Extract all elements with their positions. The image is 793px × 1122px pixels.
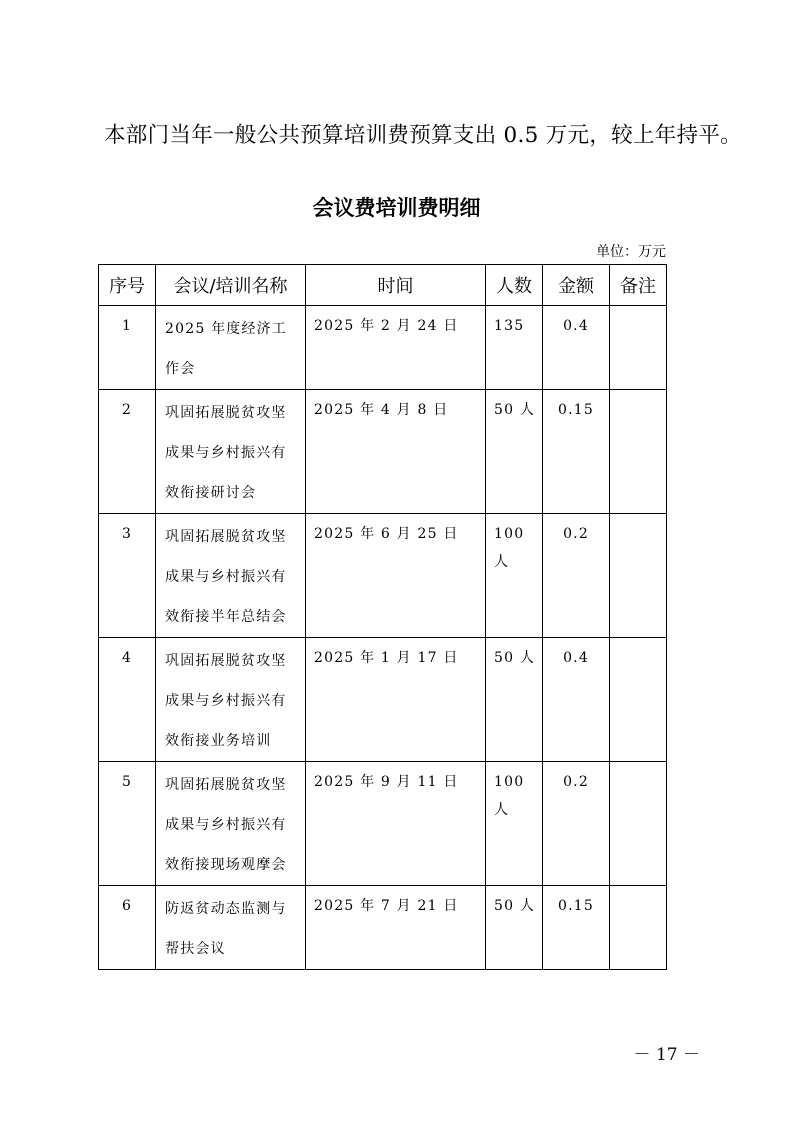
cell-name: 巩固拓展脱贫攻坚成果与乡村振兴有效衔接研讨会 — [156, 390, 306, 514]
cell-name: 巩固拓展脱贫攻坚成果与乡村振兴有效衔接业务培训 — [156, 638, 306, 762]
cell-people: 50 人 — [486, 638, 543, 762]
cell-date: 2025 年 4 月 8 日 — [306, 390, 486, 514]
table-row — [99, 762, 667, 886]
header-amount: 金额 — [543, 265, 610, 306]
cell-name: 2025 年度经济工作会 — [156, 306, 306, 390]
cell-people: 50 人 — [486, 390, 543, 514]
cell-no: 6 — [99, 886, 156, 970]
cell-people: 50 人 — [486, 886, 543, 970]
cell-date: 2025 年 7 月 21 日 — [306, 886, 486, 970]
table-row — [99, 514, 667, 638]
header-no: 序号 — [99, 265, 156, 306]
table-row — [99, 306, 667, 390]
cell-no: 4 — [99, 638, 156, 762]
page-number: － 17 － — [633, 1045, 700, 1065]
cell-amount: 0.15 — [543, 886, 610, 970]
cell-note — [610, 306, 667, 390]
cell-date: 2025 年 2 月 24 日 — [306, 306, 486, 390]
cell-note — [610, 638, 667, 762]
cell-note — [610, 514, 667, 638]
cell-amount: 0.4 — [543, 638, 610, 762]
header-note: 备注 — [610, 265, 667, 306]
cell-people: 100 人 — [486, 514, 543, 638]
cell-name: 巩固拓展脱贫攻坚成果与乡村振兴有效衔接现场观摩会 — [156, 762, 306, 886]
cell-name: 防返贫动态监测与帮扶会议 — [156, 886, 306, 970]
cell-no: 3 — [99, 514, 156, 638]
table-title: 会议费培训费明细 — [312, 196, 481, 220]
cell-no: 5 — [99, 762, 156, 886]
cell-no: 1 — [99, 306, 156, 390]
intro-paragraph: 本部门当年一般公共预算培训费预算支出 0.5 万元，较上年持平。 — [104, 123, 742, 148]
cell-note — [610, 762, 667, 886]
cell-amount: 0.2 — [543, 762, 610, 886]
cell-date: 2025 年 1 月 17 日 — [306, 638, 486, 762]
unit-note: 单位：万元 — [596, 244, 666, 260]
cell-amount: 0.2 — [543, 514, 610, 638]
table-row — [99, 390, 667, 514]
table-row — [99, 886, 667, 970]
header-date: 时间 — [306, 265, 486, 306]
cell-amount: 0.15 — [543, 390, 610, 514]
cell-note — [610, 886, 667, 970]
cell-name: 巩固拓展脱贫攻坚成果与乡村振兴有效衔接半年总结会 — [156, 514, 306, 638]
cell-date: 2025 年 9 月 11 日 — [306, 762, 486, 886]
header-people: 人数 — [486, 265, 543, 306]
cell-note — [610, 390, 667, 514]
cell-people: 135 — [486, 306, 543, 390]
table-row — [99, 638, 667, 762]
table-header-row — [99, 265, 667, 306]
header-name: 会议/培训名称 — [156, 265, 306, 306]
cell-no: 2 — [99, 390, 156, 514]
cell-date: 2025 年 6 月 25 日 — [306, 514, 486, 638]
expense-table — [98, 264, 667, 970]
cell-amount: 0.4 — [543, 306, 610, 390]
cell-people: 100 人 — [486, 762, 543, 886]
